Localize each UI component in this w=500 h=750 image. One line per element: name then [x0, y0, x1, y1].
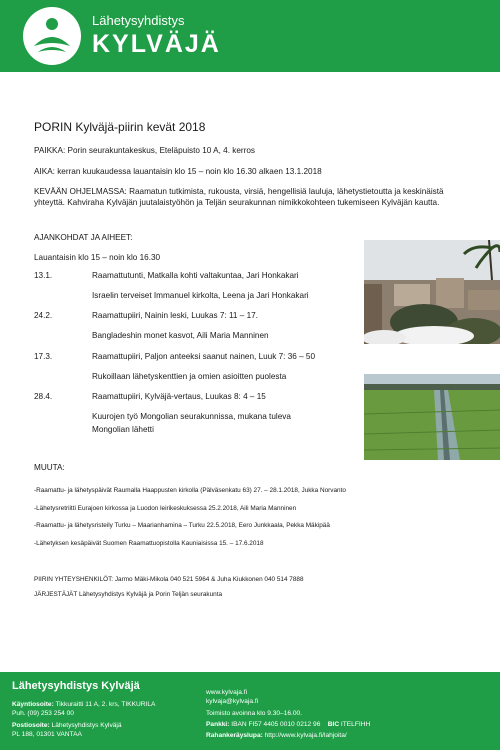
header-banner	[0, 0, 500, 72]
page-title: PORIN Kylväjä-piirin kevät 2018	[34, 120, 206, 134]
muuta-heading: MUUTA:	[34, 463, 65, 472]
footer-title: Lähetysyhdistys Kylväjä	[12, 680, 140, 692]
ohjelma-text: KEVÄÄN OHJELMASSA: Raamatun tutkimista, rukousta, virsiä, hengellisiä lauluja, lähetystietoutta ja keskinäistä yhteyttä. Kahviraha Kylväjän juutalaistyöhön ja Teljän seurakunnan nimikkokohteen tukemiseen Kylväjän kautta.	[34, 187, 444, 207]
footer-visiting-address: Käyntiosoite: Tikkuraitti 11 A, 2. krs, TIKKURILA	[12, 701, 156, 708]
village-photo	[364, 240, 500, 344]
contacts-text: PIIRIN YHTEYSHENKILÖT: Jarmo Mäki-Mikola 040 521 5964 & Juha Kiukkonen 040 514 7888	[34, 576, 304, 583]
ajankohdat-heading: AJANKOHDAT JA AIHEET:	[34, 233, 133, 242]
footer-postal-address: Postiosoite: Lähetysyhdistys Kylväjä	[12, 722, 122, 729]
kylvaja-logo-icon	[22, 6, 82, 66]
paikka-text: PAIKKA: Porin seurakuntakeskus, Eteläpuisto 10 A, 4. kerros	[34, 146, 256, 155]
organizers-text: JÄRJESTÄJÄT Lähetysyhdistys Kylväjä ja Porin Teljän seurakunta	[34, 591, 223, 598]
schedule-desc: Bangladeshin monet kasvot, Aili Maria Manninen	[92, 331, 269, 340]
footer-postal-box: PL 188, 01301 VANTAA	[12, 731, 82, 738]
muuta-item: -Raamattu- ja lähetyspäivät Raumalla Haappusten kirkolla (Pälväsenkatu 63) 27. – 28.1.2018, Jukka Norvanto	[34, 487, 346, 494]
schedule-desc: Raamattupiiri, Nainin leski, Luukas 7: 11 – 17.	[92, 311, 258, 320]
muuta-item: -Lähetyksen kesäpäivät Suomen Raamattuopistolla Kauniaisissa 15. – 17.6.2018	[34, 540, 264, 547]
schedule-desc: Raamattupiiri, Kylväjä-vertaus, Luukas 8: 4 – 15	[92, 392, 266, 401]
muuta-item: -Raamattu- ja lähetysristeily Turku – Maarianhamina – Turku 22.5.2018, Eero Junkkaala, Pekka Mäkipää	[34, 522, 330, 529]
lauantai-text: Lauantaisin klo 15 – noin klo 16.30	[34, 253, 161, 262]
footer-email-link[interactable]: kylvaja@kylvaja.fi	[206, 698, 259, 705]
schedule-date: 17.3.	[34, 352, 53, 361]
schedule-date: 24.2.	[34, 311, 53, 320]
footer-website-link[interactable]: www.kylvaja.fi	[206, 689, 248, 696]
footer-fundraising-permit: Rahankeräyslupa: http://www.kylvaja.fi/lahjoita/	[206, 732, 347, 739]
org-name-small: Lähetysyhdistys	[92, 13, 185, 28]
schedule-desc: Raamattupiiri, Paljon anteeksi saanut nainen, Luuk 7: 36 – 50	[92, 352, 316, 361]
aika-text: AIKA: kerran kuukaudessa lauantaisin klo 15 – noin klo 16.30 alkaen 13.1.2018	[34, 167, 322, 176]
footer-bank: Pankki: IBAN FI57 4405 0010 0212 96 BIC ITELFIHH	[206, 721, 371, 728]
schedule-desc: Mongolian lähetti	[92, 425, 154, 434]
footer-office-hours: Toimisto avoinna klo 9.30–16.00.	[206, 710, 303, 717]
schedule-date: 28.4.	[34, 392, 53, 401]
schedule-desc: Kuurojen työ Mongolian seurakunnissa, mukana tuleva	[92, 412, 291, 421]
schedule-desc: Rukoillaan lähetyskenttien ja omien asioitten puolesta	[92, 372, 287, 381]
schedule-desc: Raamattutunti, Matkalla kohti valtakuntaa, Jari Honkakari	[92, 271, 299, 280]
org-name-big: KYLVÄJÄ	[92, 30, 221, 58]
footer-phone: Puh. (09) 253 254 00	[12, 710, 74, 717]
rice-field-photo	[364, 374, 500, 460]
schedule-date: 13.1.	[34, 271, 53, 280]
footer-banner	[0, 672, 500, 750]
schedule-desc: Israelin terveiset Immanuel kirkolta, Leena ja Jari Honkakari	[92, 291, 309, 300]
muuta-item: -Lähetysretriitti Eurajoen kirkossa ja Luodon leirikeskuksessa 25.2.2018, Aili Maria Manninen	[34, 505, 297, 512]
